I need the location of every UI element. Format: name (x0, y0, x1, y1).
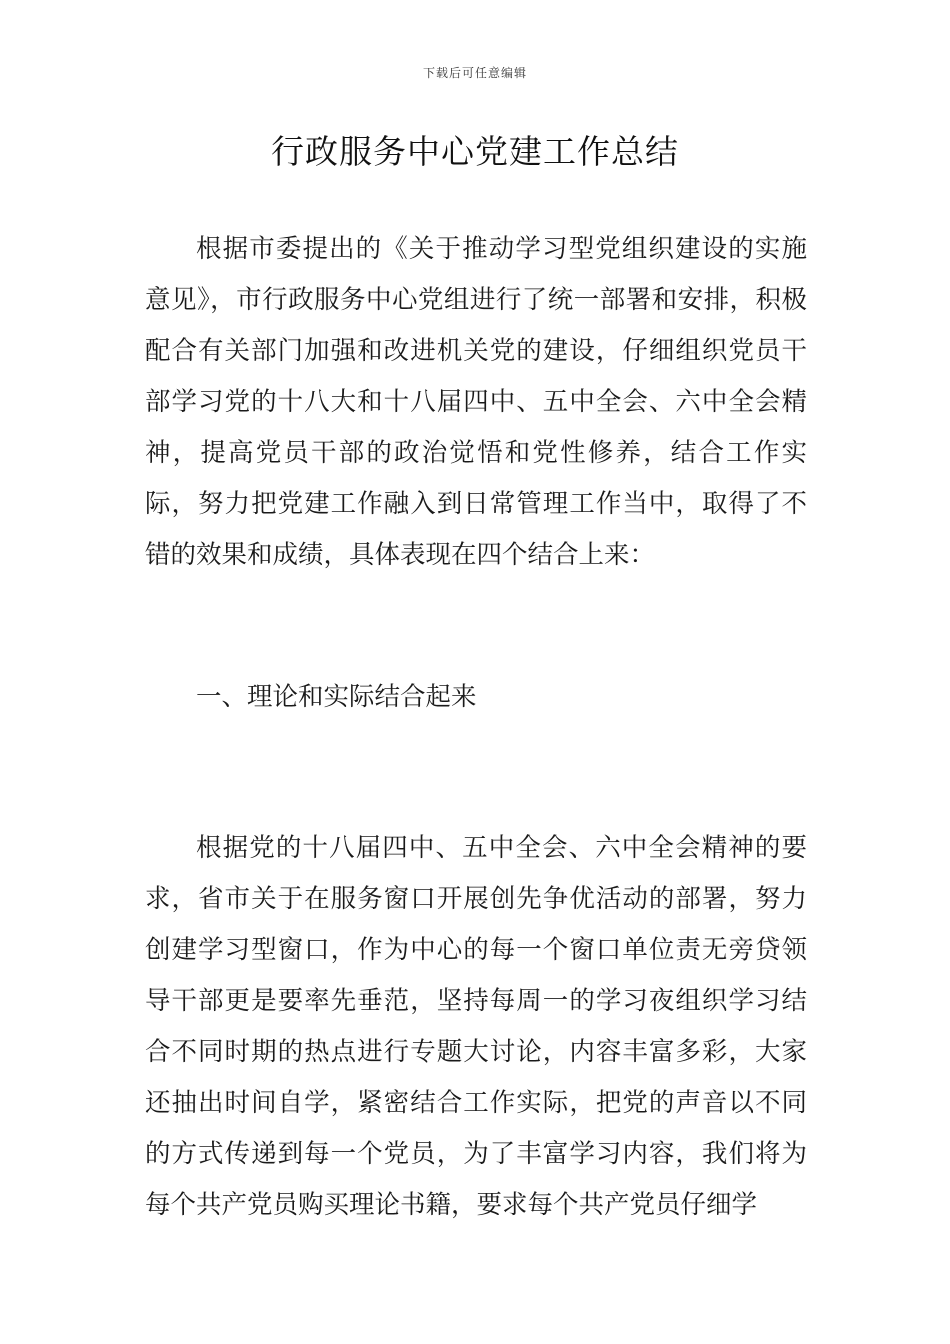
section-paragraph: 根据党的十八届四中、五中全会、六中全会精神的要求，省市关于在服务窗口开展创先争优活动的部署，努力创建学习型窗口，作为中心的每一个窗口单位责无旁贷领导干部更是要率先垂范，坚持每周一的学习夜组织学习结合不同时期的热点进行专题大讨论，内容丰富多彩，大家还抽出时间自学，紧密结合工作实际，把党的声音以不同的方式传递到每一个党员，为了丰富学习内容，我们将为每个共产党员购买理论书籍，要求每个共产党员仔细学 (145, 833, 807, 1220)
header-note: 下载后可任意编辑 (422, 66, 527, 80)
section-heading: 一、理论和实际结合起来 (196, 682, 477, 712)
intro-paragraph: 根据市委提出的《关于推动学习型党组织建设的实施意见》，市行政服务中心党组进行了统一部署和安排，积极配合有关部门加强和改进机关党的建设，仔细组织党员干部学习党的十八大和十八届四中、五中全会、六中全会精神，提高党员干部的政治觉悟和党性修养，结合工作实际，努力把党建工作融入到日常管理工作当中，取得了不错的效果和成绩，具体表现在四个结合上来： (145, 234, 807, 570)
document-title: 行政服务中心党建工作总结 (271, 132, 679, 171)
